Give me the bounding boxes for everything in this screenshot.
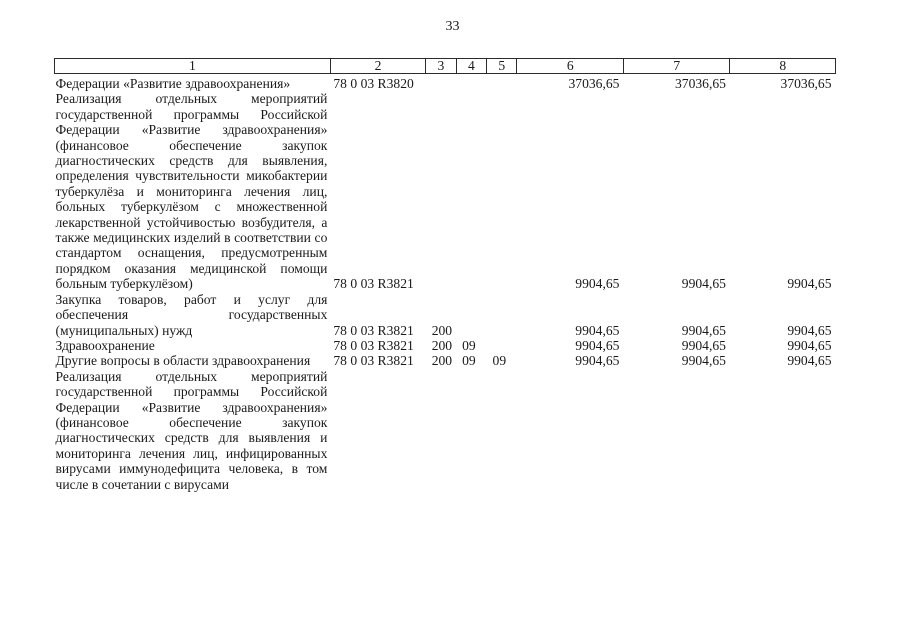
column-header-5: 5 [487, 59, 517, 74]
row-value-7: 9904,65 [681, 353, 726, 369]
row-code: 78 0 03 R3821 [333, 322, 414, 338]
row-code: 78 0 03 R3821 [333, 337, 414, 353]
row-value-7: 37036,65 [674, 76, 726, 91]
column-header-3: 3 [426, 59, 456, 74]
table-row [55, 91, 836, 291]
table-row [55, 369, 836, 492]
row-name: Другие вопросы в области здравоохранения [55, 353, 311, 369]
row-col3: 200 [431, 337, 453, 353]
column-number-row [55, 59, 836, 74]
row-value-7: 9904,65 [681, 322, 726, 338]
row-name: Здравоохранение [55, 337, 155, 353]
row-col4 [456, 91, 486, 291]
row-col4: 09 [462, 353, 476, 369]
column-header-1: 1 [55, 59, 331, 74]
row-col5: 09 [492, 353, 507, 369]
row-value-7: 9904,65 [681, 337, 726, 353]
row-col5 [487, 338, 517, 353]
row-col4: 09 [462, 337, 476, 353]
row-col5 [487, 369, 517, 492]
row-col5 [487, 91, 517, 291]
row-col3 [426, 74, 456, 92]
table-row [55, 353, 836, 368]
row-value-8: 9904,65 [787, 353, 832, 369]
row-col4 [456, 292, 486, 338]
page-number: 33 [445, 19, 460, 34]
row-col4 [456, 74, 486, 92]
row-code: 78 0 03 R3820 [333, 76, 414, 91]
row-code: 78 0 03 R3821 [333, 276, 414, 292]
column-header-2: 2 [330, 59, 425, 74]
row-col5 [487, 74, 517, 92]
column-header-4: 4 [456, 59, 486, 74]
budget-table [54, 58, 836, 492]
row-code [330, 369, 425, 492]
row-value-6: 9904,65 [575, 322, 620, 338]
row-value-8: 9904,65 [787, 322, 832, 338]
row-col3 [426, 369, 456, 492]
row-col5 [487, 292, 517, 338]
row-value-8: 37036,65 [780, 76, 832, 91]
row-value-7: 9904,65 [681, 276, 726, 292]
row-value-6 [517, 369, 624, 492]
row-code: 78 0 03 R3821 [333, 353, 414, 369]
row-value-6: 9904,65 [575, 353, 620, 369]
table-row [55, 338, 836, 353]
row-value-6: 37036,65 [568, 76, 620, 91]
column-header-8: 8 [730, 59, 836, 74]
row-col4 [456, 369, 486, 492]
row-value-8 [730, 369, 836, 492]
row-value-6: 9904,65 [575, 337, 620, 353]
table-row [55, 74, 836, 92]
row-name: Закупка товаров, работ и услуг для обеспечения государственных (муниципальных) нужд [55, 291, 328, 338]
row-value-6: 9904,65 [575, 276, 620, 292]
row-name: Реализация отдельных мероприятий государственной программы Российской Федерации «Развитие здравоохранения» (финансовое обеспечение закупок диагностических средств для выявления и мониторинга лечения лиц, инфицированных вирусами иммунодефицита человека, в том числе в сочетании с вирусами [55, 368, 328, 492]
row-col3: 200 [431, 353, 453, 369]
column-header-7: 7 [623, 59, 730, 74]
row-name: Реализация отдельных мероприятий государственной программы Российской Федерации «Развитие здравоохранения» (финансовое обеспечение закупок диагностических средств для выявления, определения чувствительности микобактерии туберкулёза и мониторинга лечения лиц, больных туберкулёзом с множественной лекарственной устойчивостью возбудителя, а также медицинских изделий в соответствии со стандартом оснащения, предусмотренным порядком оказания медицинской помощи больным туберкулёзом) [55, 91, 328, 292]
column-header-6: 6 [517, 59, 624, 74]
table-row [55, 292, 836, 338]
row-col3 [426, 91, 456, 291]
row-col3: 200 [431, 322, 453, 338]
row-name: Федерации «Развитие здравоохранения» [55, 76, 291, 91]
row-value-7 [623, 369, 730, 492]
row-value-8: 9904,65 [787, 337, 832, 353]
row-value-8: 9904,65 [787, 276, 832, 292]
